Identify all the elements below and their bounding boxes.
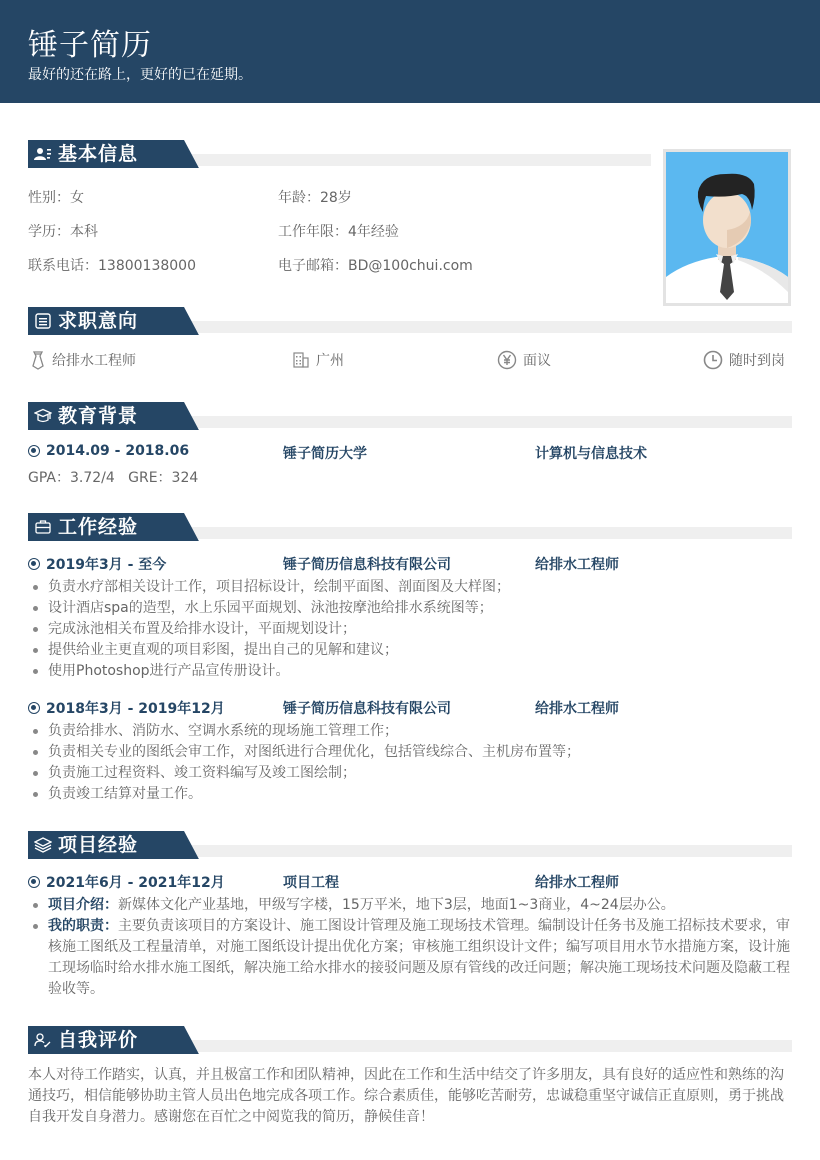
section-title: 基本信息 — [58, 143, 139, 165]
work-duties-1 — [28, 577, 792, 682]
graduation-cap-icon — [34, 408, 52, 424]
phone-field: 联系电话：13800138000 — [28, 258, 196, 274]
education-period: 2014.09 - 2018.06 — [46, 443, 190, 459]
list-item: 负责水疗部相关设计工作，项目招标设计，绘制平面图、剖面图及大样图； — [28, 577, 792, 598]
clipboard-icon — [34, 313, 52, 329]
age-field: 年龄：28岁 — [278, 190, 352, 206]
list-item: 负责施工过程资料、竣工资料编写及竣工图绘制； — [28, 763, 792, 784]
list-item: 负责竣工结算对量工作。 — [28, 784, 792, 805]
project-intro-label: 项目介绍： — [48, 897, 118, 913]
education-entry — [28, 443, 189, 459]
timeline-dot-icon — [28, 876, 40, 888]
tie-icon — [30, 350, 46, 370]
list-item: 使用Photoshop进行产品宣传册设计。 — [28, 661, 792, 682]
section-project — [28, 831, 792, 859]
project-duty: 主要负责该项目的方案设计、施工图设计管理及施工现场技术管理。编制设计任务书及施工招标技术要求，审核施工图纸及工程量清单，对施工图纸设计提出优化方案；审核施工组织设计文件；编写项目用水节水措施方案，设计施工现场临时给水排水施工图纸，解决施工给水排水的接驳问题及原有管线的改迁问题；解决施工现场技术问题及隐蔽工程验收等。 — [48, 918, 790, 997]
profile-photo — [663, 149, 791, 306]
user-card-icon — [34, 146, 52, 162]
section-title: 求职意向 — [58, 310, 139, 332]
work-company: 锤子简历信息科技有限公司 — [283, 701, 451, 717]
work-entry-1 — [28, 554, 166, 574]
education-level-field: 学历：本科 — [28, 224, 98, 240]
intent-salary: 面议 — [497, 350, 551, 370]
clock-icon — [703, 350, 723, 370]
list-item: 设计酒店spa的造型，水上乐园平面规划、泳池按摩池给排水系统图等； — [28, 598, 792, 619]
work-period: 2019年3月 - 至今 — [46, 557, 167, 573]
list-item — [28, 916, 792, 1000]
user-edit-icon — [34, 1032, 52, 1048]
education-school: 锤子简历大学 — [283, 446, 367, 462]
email-field: 电子邮箱：BD@100chui.com — [278, 258, 473, 274]
section-title: 教育背景 — [58, 405, 139, 427]
education-major: 计算机与信息技术 — [535, 446, 647, 462]
section-self-evaluation — [28, 1026, 792, 1054]
list-item: 负责给排水、消防水、空调水系统的现场施工管理工作； — [28, 721, 792, 742]
yen-icon — [497, 350, 517, 370]
section-title: 工作经验 — [58, 516, 139, 538]
list-item: 提供给业主更直观的项目彩图，提出自己的见解和建议； — [28, 640, 792, 661]
timeline-dot-icon — [28, 558, 40, 570]
resume-header — [0, 0, 820, 103]
briefcase-icon — [34, 519, 52, 535]
section-basic-info — [28, 140, 651, 168]
gender-field: 性别：女 — [28, 190, 84, 206]
list-item: 完成泳池相关布置及给排水设计，平面规划设计； — [28, 619, 792, 640]
work-company: 锤子简历信息科技有限公司 — [283, 557, 451, 573]
project-role: 给排水工程师 — [535, 875, 619, 891]
work-entry-2 — [28, 698, 225, 718]
project-entry — [28, 872, 225, 892]
intent-availability: 随时到岗 — [703, 350, 785, 370]
resume-title: 锤子简历 — [28, 28, 152, 63]
work-years-field: 工作年限：4年经验 — [278, 224, 399, 240]
list-item: 负责相关专业的图纸会审工作，对图纸进行合理优化，包括管线综合、主机房布置等； — [28, 742, 792, 763]
section-work — [28, 513, 792, 541]
self-evaluation-text: 本人对待工作踏实，认真，并且极富工作和团队精神，因此在工作和生活中结交了许多朋友，具有良好的适应性和熟练的沟通技巧，相信能够协助主管人员出色地完成各项工作。综合素质佳，能够吃苦耐劳，忠诚稳重坚守诚信正直原则，勇于挑战自我开发自身潜力。感谢您在百忙之中阅览我的简历，静候佳音！ — [28, 1067, 784, 1125]
layers-icon — [34, 837, 52, 853]
section-job-intent — [28, 307, 792, 335]
building-icon — [292, 351, 310, 369]
timeline-dot-icon — [28, 702, 40, 714]
section-title: 自我评价 — [58, 1029, 139, 1051]
work-period: 2018年3月 - 2019年12月 — [46, 701, 225, 717]
list-item — [28, 895, 792, 916]
avatar-illustration — [666, 152, 788, 303]
project-details — [28, 895, 792, 1000]
intent-city: 广州 — [292, 350, 344, 370]
project-intro: 新媒体文化产业基地，甲级写字楼，15万平米，地下3层，地面1~3商业，4~24层办公。 — [118, 897, 675, 913]
project-duty-label: 我的职责： — [48, 918, 118, 934]
intent-position: 给排水工程师 — [30, 350, 136, 370]
work-role: 给排水工程师 — [535, 557, 619, 573]
project-period: 2021年6月 - 2021年12月 — [46, 875, 225, 891]
education-scores: GPA：3.72/4 GRE：324 — [28, 470, 199, 486]
work-role: 给排水工程师 — [535, 701, 619, 717]
section-title: 项目经验 — [58, 834, 139, 856]
project-name: 项目工程 — [283, 875, 339, 891]
work-duties-2 — [28, 721, 792, 805]
resume-motto: 最好的还在路上，更好的已在延期。 — [28, 67, 252, 83]
timeline-dot-icon — [28, 445, 40, 457]
section-education — [28, 402, 792, 430]
